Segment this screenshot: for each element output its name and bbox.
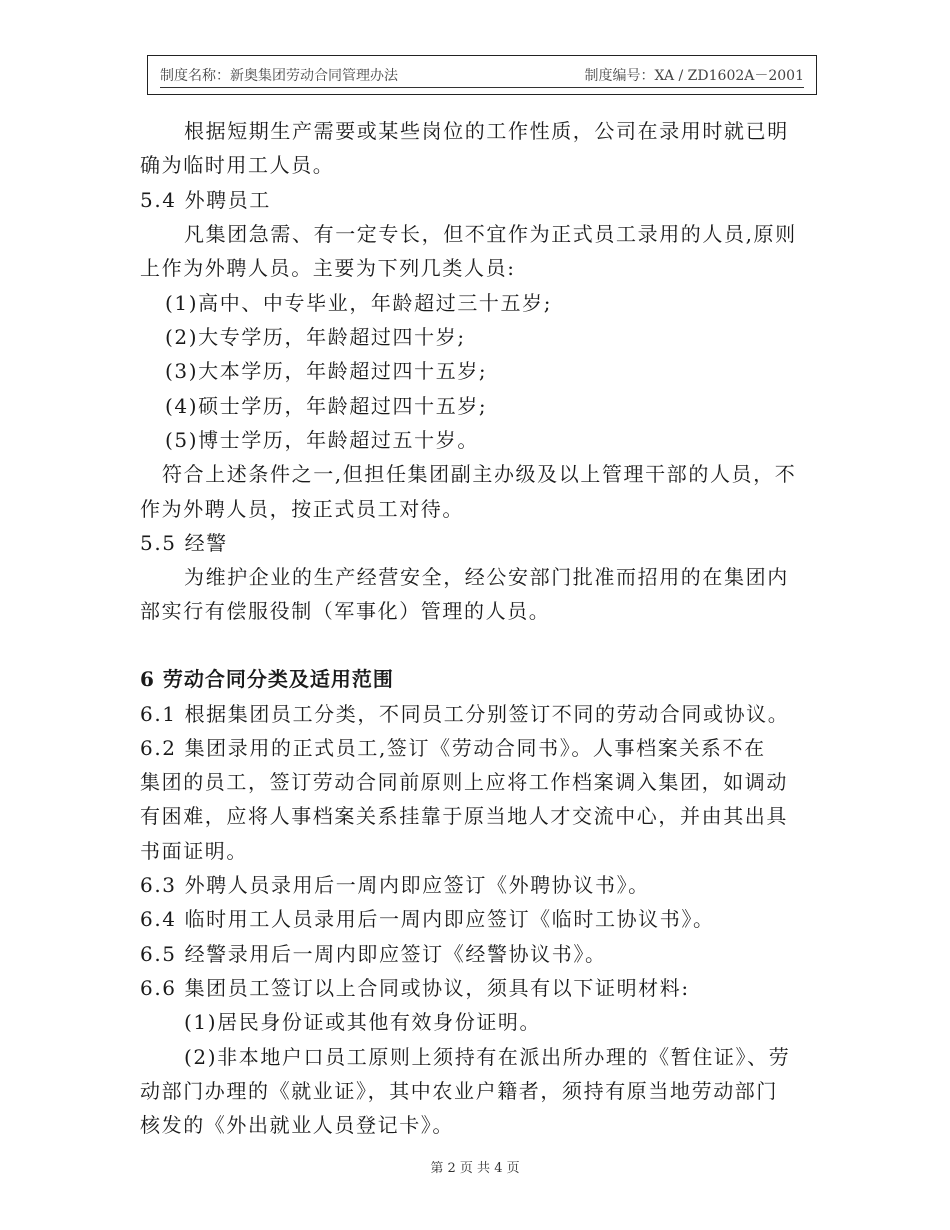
paragraph-line: 动部门办理的《就业证》，其中农业户籍者，须持有原当地劳动部门: [140, 1079, 778, 1103]
document-name: 制度名称：新奥集团劳动合同管理办法: [160, 68, 398, 84]
header-line: [160, 68, 804, 88]
paragraph-line: 核发的《外出就业人员登记卡》。: [140, 1113, 454, 1137]
list-item: (1)高中、中专毕业，年龄超过三十五岁;: [165, 291, 553, 315]
paragraph-line: 凡集团急需、有一定专长，但不宜作为正式员工录用的人员,原则: [184, 222, 797, 246]
paragraph-line: 集团的员工，签订劳动合同前原则上应将工作档案调入集团，如调动: [140, 770, 788, 794]
paragraph-line: 上作为外聘人员。主要为下列几类人员:: [140, 256, 516, 280]
paragraph-line: 作为外聘人员，按正式员工对待。: [140, 497, 464, 521]
paragraph-line: 6.5 经警录用后一周内即应签订《经警协议书》。: [140, 942, 607, 966]
paragraph-line: 符合上述条件之一,但担任集团副主办级及以上管理干部的人员，不: [162, 462, 797, 486]
list-item: (2)大专学历，年龄超过四十岁;: [165, 325, 466, 349]
list-item: (5)博士学历，年龄超过五十岁。: [165, 428, 479, 452]
section-heading: 5.5 经警: [140, 531, 228, 555]
paragraph-line: 根据短期生产需要或某些岗位的工作性质，公司在录用时就已明: [184, 119, 789, 143]
chapter-heading: 6 劳动合同分类及适用范围: [140, 667, 394, 691]
paragraph-line: 6.3 外聘人员录用后一周内即应签订《外聘协议书》。: [140, 873, 650, 897]
paragraph-line: 6.4 临时用工人员录用后一周内即应签订《临时工协议书》。: [140, 907, 715, 931]
paragraph-line: 6.1 根据集团员工分类，不同员工分别签订不同的劳动合同或协议。: [140, 702, 790, 726]
list-item: (2)非本地户口员工原则上须持有在派出所办理的《暂住证》、劳: [184, 1045, 791, 1069]
paragraph-line: 确为临时用工人员。: [140, 153, 335, 177]
document-header: [147, 55, 817, 95]
document-number: 制度编号：XA / ZD1602A－2001: [584, 68, 804, 84]
list-item: (3)大本学历，年龄超过四十五岁;: [165, 359, 488, 383]
paragraph-line: 为维护企业的生产经营安全，经公安部门批准而招用的在集团内: [184, 565, 789, 589]
list-item: (1)居民身份证或其他有效身份证明。: [184, 1010, 542, 1034]
paragraph-line: 6.6 集团员工签订以上合同或协议，须具有以下证明材料:: [140, 976, 690, 1000]
paragraph-line: 部实行有偿服役制（军事化）管理的人员。: [140, 599, 551, 623]
paragraph-line: 6.2 集团录用的正式员工,签订《劳动合同书》。人事档案关系不在: [140, 736, 766, 760]
paragraph-line: 书面证明。: [140, 839, 248, 863]
page-footer: 第 2 页 共 4 页: [430, 1161, 520, 1176]
list-item: (4)硕士学历，年龄超过四十五岁;: [165, 394, 488, 418]
section-heading: 5.4 外聘员工: [140, 188, 271, 212]
paragraph-line: 有困难，应将人事档案关系挂靠于原当地人才交流中心，并由其出具: [140, 804, 788, 828]
